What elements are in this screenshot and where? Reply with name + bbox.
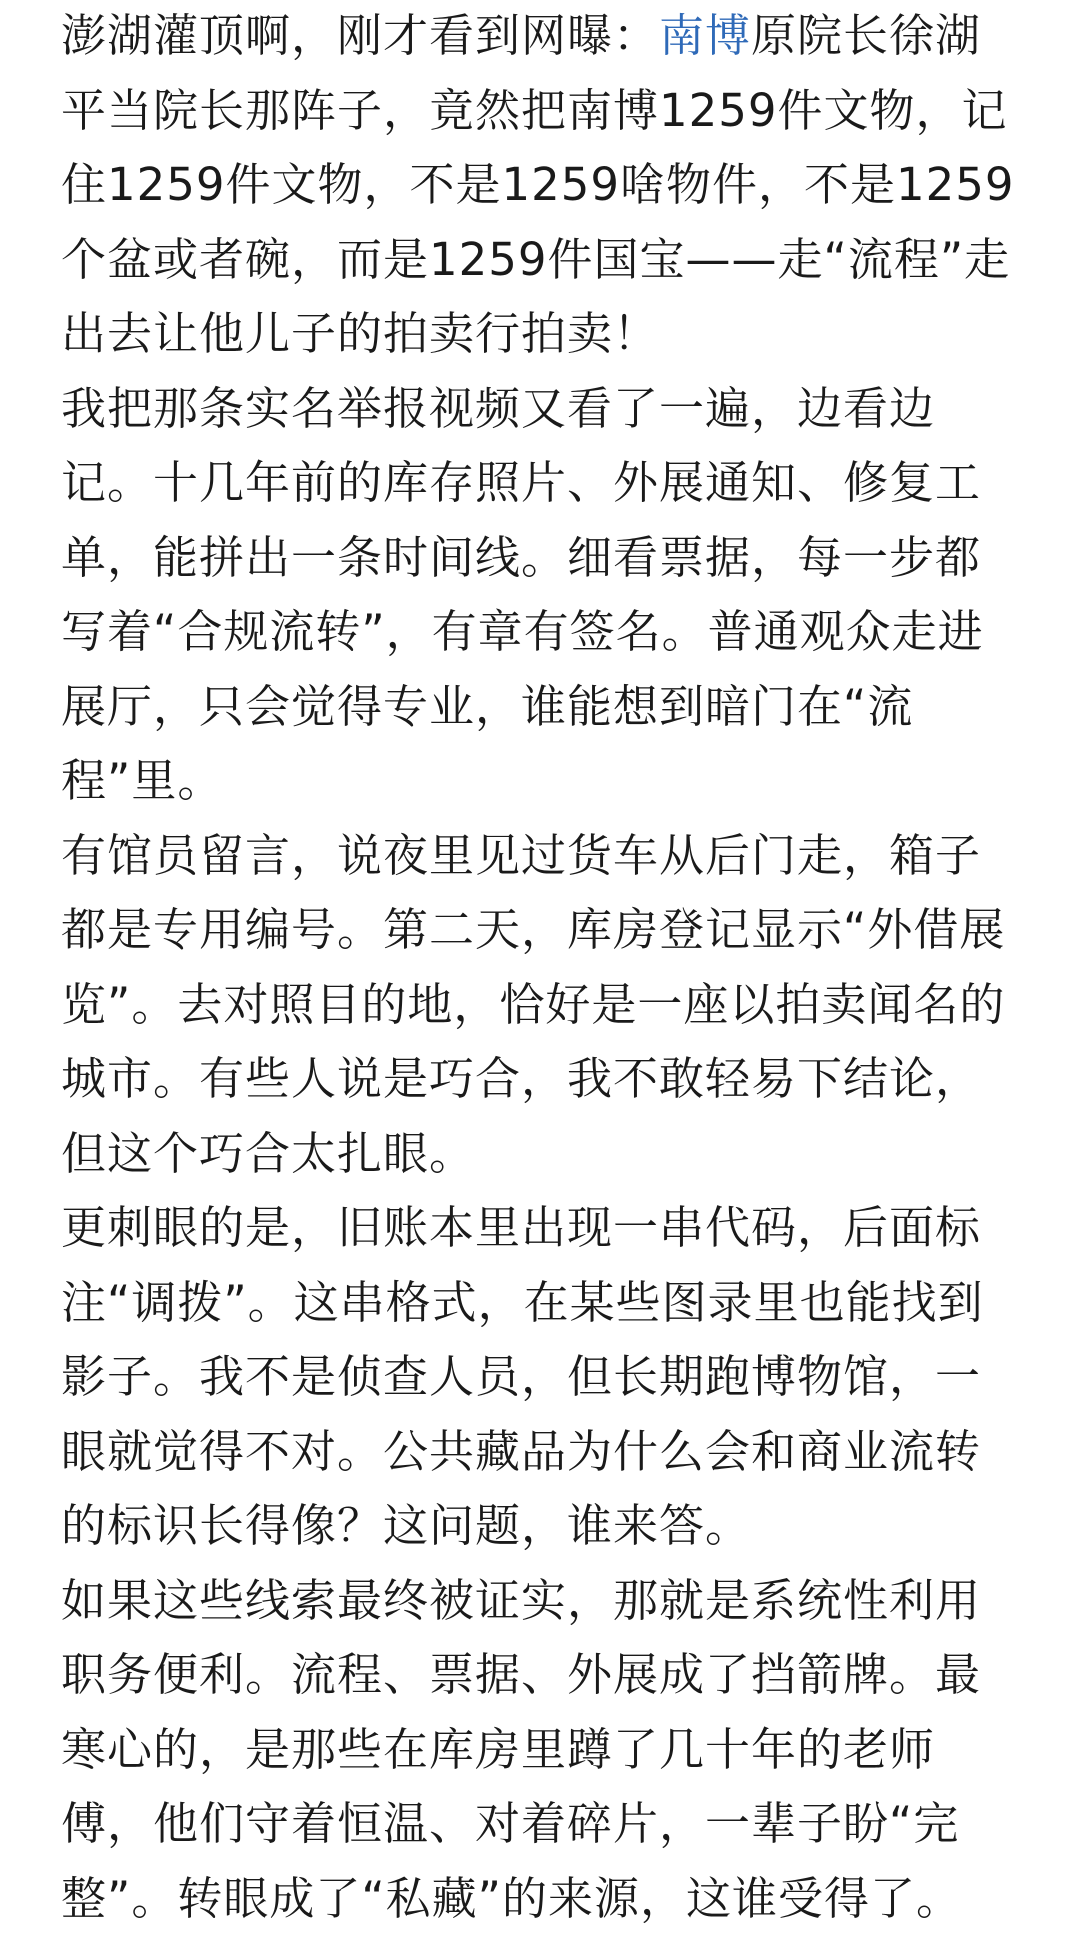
paragraph-1-text-after-link: 原院长徐湖平当院长那阵子，竟然把南博1259件文物，记住1259件文物，不是1259啥物件，不是1259个盆或者碗，而是1259件国宝——走“流程”走出去让他儿子的拍卖行拍卖！ — [61, 9, 1015, 360]
paragraph-4: 更刺眼的是，旧账本里出现一串代码，后面标注“调拨”。这串格式，在某些图录里也能找到影子。我不是侦查人员，但长期跑博物馆，一眼就觉得不对。公共藏品为什么会和商业流转的标识长得像？这问题，谁来答。 — [61, 1201, 984, 1552]
paragraph-3: 有馆员留言，说夜里见过货车从后门走，箱子都是专用编号。第二天，库房登记显示“外借展览”。去对照目的地，恰好是一座以拍卖闻名的城市。有些人说是巧合，我不敢轻易下结论，但这个巧合太扎眼。 — [61, 828, 1006, 1180]
paragraph-1 — [61, 0, 1024, 372]
topic-link-nanbo[interactable]: 南博 — [659, 9, 752, 62]
paragraph-5: 如果这些线索最终被证实，那就是系统性利用职务便利。流程、票据、外展成了挡箭牌。最寒心的，是那些在库房里蹲了几十年的老师傅，他们守着恒温、对着碎片，一辈子盼“完整”。转眼成了“私藏”的来源，这谁受得了。 — [61, 1573, 982, 1925]
paragraph-2: 我把那条实名举报视频又看了一遍，边看边记。十几年前的库存照片、外展通知、修复工单，能拼出一条时间线。细看票据，每一步都写着“合规流转”，有章有签名。普通观众走进展厅，只会觉得专业，谁能想到暗门在“流程”里。 — [61, 381, 984, 807]
paragraph-1-text-before-link: 澎湖灌顶啊，刚才看到网曝： — [61, 9, 660, 62]
